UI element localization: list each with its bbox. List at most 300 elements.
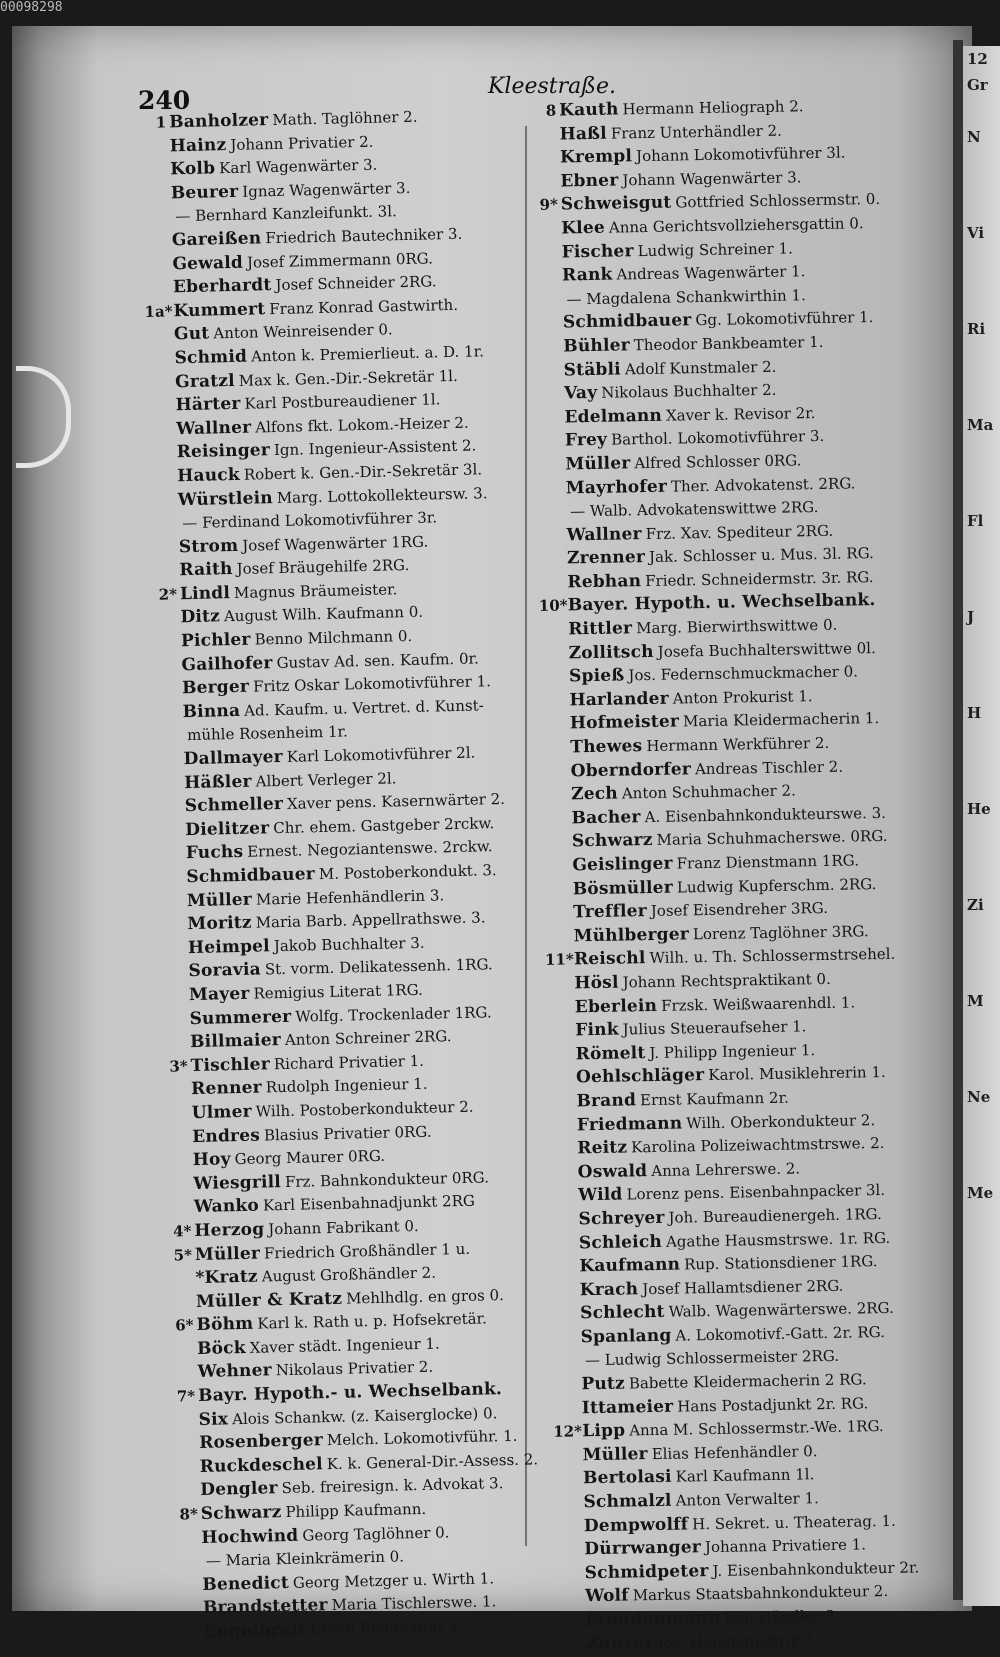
resident-details: Frz. Xav. Spediteur 2RG. [646,521,834,542]
resident-details: Elias Hefenhändler 0. [652,1442,818,1463]
house-number [148,481,174,482]
resident-details: Mehlhdlg. en gros 0. [346,1286,504,1308]
resident-name: Schreyer [578,1208,664,1229]
resident-details: Ign. Ingenieur-Assistent 2. [274,437,477,460]
house-number: 4* [165,1220,192,1244]
resident-name: Dengler [200,1479,278,1501]
resident-name: Hofmeister [570,712,680,734]
house-number: 6* [167,1314,194,1338]
next-page-fragment: Ri [963,316,1000,342]
house-number [174,1613,200,1614]
resident-name: Krach [580,1279,639,1300]
resident-details: Franz Unterhändler 2. [611,121,782,142]
resident-name: Billmaier [190,1030,281,1052]
resident-details: Ad. Kaufm. u. Vertret. d. Kunst- [244,696,484,719]
house-number: 11* [545,949,571,973]
resident-details: Johann Rechtspraktikant 0. [622,970,830,992]
resident-name: Klee [561,218,605,239]
resident-name: Wanko [194,1196,260,1217]
resident-name: Pichler [181,630,251,652]
resident-details: Walb. Wagenwärterswe. 2RG. [668,1299,894,1321]
resident-name: Schmid [174,347,247,369]
house-number [152,646,178,647]
next-page-fragment: Ne [963,1084,1000,1110]
resident-name: Schmalzl [583,1491,672,1513]
house-number [171,1495,197,1496]
resident-details: Jakob Buchhalter 3. [274,934,425,955]
resident-details: — Bernhard Kanzleifunkt. 3l. [175,203,397,226]
resident-details: Anton Prokurist 1. [673,687,813,707]
resident-details: Anton Weinreisender 0. [213,321,393,343]
resident-details: Karl Kaufmann 1l. [676,1466,815,1486]
resident-details: Gg. Lokomotivführer 1. [695,308,873,329]
house-number: 1a* [144,300,171,324]
resident-name: Dielitzer [185,818,269,840]
resident-name: Freudenmann [585,1608,720,1630]
house-number [170,1425,196,1426]
resident-name: Schleich [579,1231,662,1252]
resident-name: Benedict [202,1573,289,1595]
resident-details: Frz. Bahnkondukteur 0RG. [285,1168,489,1191]
house-number [147,434,173,435]
resident-details: Maria Barb. Appellrathswe. 3. [256,909,486,932]
resident-name: Krempl [560,146,632,167]
resident-details: H. Sekret. u. Theaterag. 1. [692,1511,896,1533]
resident-name: Mayrhofer [566,476,668,498]
resident-name: Hochwind [201,1525,298,1547]
resident-details: Remigius Literat 1RG. [253,981,423,1003]
house-number [144,293,170,294]
resident-details: Nikolaus Buchhalter 2. [601,381,777,402]
resident-details: Nikolaus Privatier 2. [276,1358,434,1380]
resident-details: Friedrich Großhändler 1 u. [264,1239,470,1262]
house-number [163,1142,189,1143]
resident-details: Karl Wagenwärter 3. [219,156,378,178]
house-number [164,1189,190,1190]
house-number: 1 [140,111,167,135]
resident-details: Josef Wagenwärter 1RG. [242,532,428,554]
house-number [173,1566,199,1567]
resident-name: Berger [182,677,249,699]
resident-name: Reischl [574,948,646,969]
resident-details: Anna Lehrerswe. 2. [651,1159,800,1180]
resident-details: Anna M. Schlossermstr.-We. 1RG. [629,1417,884,1439]
resident-name: Spanlang [580,1326,671,1348]
resident-details: Erwin Buchhalter 1. [310,1617,464,1638]
resident-name: Rank [562,265,613,286]
resident-name: Raith [179,559,233,580]
house-number [163,1118,189,1119]
resident-details: Maria Tischlerswe. 1. [331,1593,496,1615]
resident-details: Agathe Hausmstrswe. 1r. RG. [666,1228,891,1250]
resident-name: Schwarz [572,830,653,851]
resident-name: Spieß [569,666,625,687]
resident-name: Gewald [172,252,243,274]
resident-name: Schwarz [201,1502,282,1524]
resident-details: Karl Eisenbahnadjunkt 2RG [263,1192,475,1215]
resident-details: Georg Metzger u. Wirth 1. [293,1569,494,1592]
resident-name: Fischer [561,241,633,262]
house-number [160,977,186,978]
resident-details: Rudolph Ingenieur 1. [266,1075,428,1097]
resident-details: K. k. General-Dir.-Assess. 2. [327,1450,539,1473]
resident-details: Josef Bräugehilfe 2RG. [236,556,409,578]
resident-details: Franz Konrad Gastwirth. [269,296,458,318]
resident-details: August Wilh. Kaufmann 0. [224,603,423,626]
house-number [167,1283,193,1284]
resident-name: *Kratz [195,1267,258,1288]
resident-details: Max k. Gen.-Dir.-Sekretär 1l. [239,366,458,389]
resident-details: Adolf Kunstmaler 2. [625,357,777,378]
resident-name: Rosenberger [199,1430,323,1453]
resident-name: Putz [581,1374,625,1395]
resident-details: St. vorm. Delikatessenh. 1RG. [265,956,493,979]
resident-name: Müller [187,889,253,910]
resident-details: Blasius Privatier 0RG. [264,1122,432,1144]
house-number [144,269,170,270]
house-number [149,528,175,529]
resident-details: Josef Hallamtsdiener 2RG. [642,1276,844,1298]
resident-details: Xaver k. Revisor 2r. [666,404,816,425]
resident-name: Herzog [194,1219,264,1241]
next-page-fragment: Me [963,1180,1000,1206]
house-number: 10* [539,595,565,619]
resident-name: Strom [179,536,239,557]
house-number [157,859,183,860]
resident-details: Markus Staatsbahnkondukteur 2. [633,1582,889,1604]
next-page-fragment: Ma [963,412,1000,438]
house-number [161,1047,187,1048]
house-number: 7* [169,1385,196,1409]
resident-details: Ludwig Kupferschm. 2RG. [677,875,877,896]
house-number [161,1024,187,1025]
house-number [165,1212,191,1213]
resident-details: Anton Verwalter 1. [675,1489,819,1509]
resident-details: Wilh. u. Th. Schlossermstrsehel. [649,945,895,967]
resident-name: Tischler [190,1054,270,1076]
resident-name: Edelmann [564,405,662,427]
house-number [158,906,184,907]
resident-details: Johann Lokomotivführer 3l. [636,144,846,166]
resident-name: Soravia [188,960,261,982]
resident-name: Böck [197,1338,246,1359]
resident-name: Geislinger [572,854,673,876]
house-number [160,1000,186,1001]
resident-name: Gailhofer [181,653,272,675]
resident-name: Schmidbauer [186,864,315,887]
resident-name: Wallner [566,524,641,545]
resident-details: — Maria Kleinkrämerin 0. [206,1548,404,1570]
house-number: 3* [161,1055,188,1079]
resident-name: Zech [571,784,618,805]
house-number [162,1095,188,1096]
house-number [141,175,167,176]
resident-details: Franz Dienstmann 1RG. [677,851,860,872]
resident-details: Wilh. Oberkondukteur 2. [686,1111,875,1132]
resident-details: — Magdalena Schankwirthin 1. [566,286,806,308]
resident-details: Barthol. Lokomotivführer 3. [611,427,824,449]
house-number [172,1543,198,1544]
resident-name: Ittameier [582,1396,674,1418]
resident-name: Eberlein [575,995,658,1016]
resident-name: Bertolasi [583,1467,672,1489]
resident-name: Lipp [582,1421,625,1442]
resident-name: Ditz [180,607,220,628]
resident-details: Josefa Buchhalterswittwe 0l. [658,639,876,661]
house-number [156,835,182,836]
resident-name: Mayer [189,984,250,1005]
resident-name: Schmeller [185,794,284,816]
resident-details: Ignaz Wagenwärter 3. [242,179,410,201]
house-number [155,764,181,765]
resident-name: Eberhardt [173,275,272,297]
resident-name: Gratzl [175,370,235,391]
resident-name: Schmidbauer [563,311,692,333]
house-number [159,929,185,930]
resident-name: Oehlschläger [576,1065,705,1087]
next-page-fragment: N [963,124,1000,150]
resident-name: Heimpel [188,936,270,958]
resident-name: Friedmann [577,1113,683,1135]
resident-details: Karl k. Rath u. p. Hofsekretär. [257,1310,487,1333]
resident-name: Rittler [568,618,632,639]
resident-details: — Ludwig Schlossermeister 2RG. [585,1347,839,1369]
resident-details: Wolfg. Trockenlader 1RG. [295,1003,492,1025]
house-number [147,410,173,411]
resident-name: Endres [192,1125,260,1147]
house-number [142,198,168,199]
resident-name: Hauck [177,465,240,486]
resident-name: Bühler [563,335,630,356]
resident-name: Kaufmann [579,1255,680,1277]
resident-details: Karl Lokomotivführer 2l. [287,744,476,766]
resident-name: Oberndorfer [571,759,692,781]
resident-name: Stäbli [564,359,621,380]
resident-name: Kummert [173,299,265,321]
resident-details: Maria Schuhmacherswe. 0RG. [656,827,887,849]
resident-details: Wilh. Postoberkondukteur 2. [256,1098,474,1121]
resident-details: Seb. freiresign. k. Advokat 3. [282,1475,504,1498]
resident-name: Beurer [171,182,239,204]
house-number [151,576,177,577]
resident-details: Johann Fabrikant 0. [268,1217,419,1238]
resident-name: Summerer [189,1006,291,1028]
resident-name: Mühlberger [573,924,689,946]
house-number: 2* [151,583,178,607]
resident-name: Müller [565,453,630,474]
street-header: Kleestraße. [488,74,616,99]
resident-details: Melch. Lokomotivführ. 1. [327,1427,518,1449]
resident-details: Jak. Schlosser u. Mus. 3l. RG. [649,544,874,566]
house-number [174,1590,200,1591]
house-number [143,245,169,246]
resident-name: Haßl [559,123,607,144]
resident-details: Alfons fkt. Lokom.-Heizer 2. [255,413,469,436]
resident-details: Maria Kleidermacherin 1. [683,709,879,730]
resident-name: Kauth [559,99,619,120]
resident-details: Chr. ehem. Gastgeber 2rckw. [273,814,494,837]
house-number [146,387,172,388]
resident-details: Karolina Polizeiwachtmstrswe. 2. [631,1134,885,1156]
resident-name: Ruckdeschel [200,1454,324,1477]
resident-details: Robert k. Gen.-Dir.-Sekretär 3l. [244,460,483,483]
resident-name: Rebhan [567,571,641,592]
resident-name: Hoy [193,1149,231,1170]
house-number [170,1448,196,1449]
resident-name: Kolb [170,158,215,179]
resident-name: Wolf [585,1586,629,1607]
next-page-fragment: M [963,988,1000,1014]
resident-name: Hainz [170,135,227,156]
book-spine [953,40,963,1600]
resident-details: Alois Schankw. (z. Kaiserglocke) 0. [232,1404,498,1428]
resident-name: Müller [195,1243,261,1264]
resident-details: Georg Maurer 0RG. [234,1147,385,1168]
resident-details: — Ferdinand Lokomotivführer 3r. [182,508,437,532]
house-number: 12* [553,1421,579,1445]
resident-name: Reisinger [177,440,271,462]
resident-details: Josef Eisendreher 3RG. [651,899,828,920]
house-number: 9* [532,194,558,218]
resident-name: Ebner [560,170,618,191]
house-number [152,623,178,624]
resident-details: J. Philipp Ingenieur 1. [649,1041,815,1062]
house-number [164,1165,190,1166]
resident-details: Marg. Bierwirthswittwe 0. [636,616,837,638]
resident-details: Xaver pens. Kasernwärter 2. [287,790,505,813]
resident-details: Hermann Heliograph 2. [622,97,803,118]
resident-name: Treffler [573,901,647,922]
resident-details: Karl Postbureaudiener 1l. [244,390,440,412]
house-number [159,953,185,954]
resident-name: Vay [564,383,597,404]
resident-details: Hermann Werkführer 2. [646,734,829,755]
resident-details: Math. Taglöhner 2. [272,108,418,129]
house-number [156,811,182,812]
resident-name: Wallner [176,417,252,439]
resident-details: Gottfried Schlossermstr. 0. [675,190,880,212]
house-number [154,717,180,718]
house-number [153,694,179,695]
next-page-edge [963,46,1000,1606]
resident-name: Wild [578,1185,623,1206]
resident-details: Xaver städt. Ingenieur 1. [249,1334,439,1356]
next-page-fragment: Zi [963,892,1000,918]
resident-details: A. Eisenbahnkondukteurswe. 3. [644,804,886,826]
resident-details: J. Eisenbahnkondukteur 2r. [712,1558,919,1580]
house-number [157,882,183,883]
resident-details: A. Lokomotivf.-Gatt. 2r. RG. [675,1323,885,1345]
resident-details: Benno Milchmann 0. [254,627,412,649]
resident-details: Georg Taglöhner 0. [302,1523,449,1544]
resident-name: Wiesgrill [193,1172,281,1194]
resident-details: Alfred Schlosser 0RG. [634,451,801,472]
resident-name: Brandstetter [203,1596,328,1619]
resident-details: Frzsk. Weißwaarenhdl. 1. [661,993,855,1014]
house-number: 8 [530,100,556,124]
house-number [146,363,172,364]
resident-details: Anton k. Premierlieut. a. D. 1r. [251,342,484,365]
next-page-fragment: Fl [963,508,1000,534]
resident-details: Johanna Privatiere 1. [705,1536,866,1557]
resident-name: Binna [182,701,240,722]
resident-details: Gustav Ad. sen. Kaufm. 0r. [276,649,479,672]
resident-name: Bacher [571,807,640,828]
house-number: 5* [166,1244,193,1268]
resident-details: Marie Hefenhändlerin 3. [256,886,445,908]
resident-details: Hans Postadjunkt 2r. RG. [677,1394,868,1415]
resident-details: Marg. Lottokollekteursw. 3. [277,484,488,507]
resident-details: Magnus Bräumeister. [234,580,398,602]
house-number [150,552,176,553]
resident-details: Ludwig Schreiner 1. [637,239,792,260]
resident-details: Anton Schuhmacher 2. [622,782,796,803]
resident-details: Josef Schneider 2RG. [275,272,436,294]
house-number [167,1307,193,1308]
resident-name: Wehner [197,1361,272,1383]
resident-details: Fritz Oskar Lokomotivführer 1. [253,672,491,695]
resident-details: Philipp Kaufmann. [285,1500,426,1521]
resident-name: Müller & Kratz [196,1288,343,1311]
house-number [145,340,171,341]
left-column [140,103,565,1645]
resident-name: Schmidpeter [585,1561,709,1583]
resident-details: Albert Verleger 2l. [255,769,396,790]
resident-details: Julius Steueraufseher 1. [623,1017,807,1038]
resident-name: Gut [174,324,210,345]
resident-details: Ernest. Negoziantenswe. 2rckw. [247,838,493,862]
resident-name: Dallmayer [183,747,283,769]
house-number [171,1472,197,1473]
house-number [168,1354,194,1355]
resident-name: Bayr. Hypoth.- u. Wechselbank. [198,1379,502,1406]
resident-name: Hösl [574,973,619,994]
house-number [141,151,167,152]
resident-name: Fink [575,1020,619,1041]
resident-details: Theodor Bankbeamter 1. [634,333,824,354]
house-number [175,1637,201,1638]
house-number [154,741,180,742]
resident-name: Würstlein [178,488,273,510]
resident-details: Joh. Händler 3. [724,1607,840,1627]
next-page-fragment: H [963,700,1000,726]
resident-name: Römelt [575,1043,645,1064]
right-column [530,93,947,1657]
resident-name: Schlecht [580,1302,665,1323]
house-number [169,1378,195,1379]
next-page-fragment: He [963,796,1000,822]
resident-details: Jos. Hemdenfabrik 3. [658,1631,819,1652]
resident-details: Friedrich Bautechniker 3. [265,225,462,247]
resident-name: Brand [576,1090,636,1111]
next-page-fragment: Vi [963,220,1000,246]
resident-details: Jos. Federnschmuckmacher 0. [628,663,858,685]
house-number [153,670,179,671]
resident-name: Böhm [196,1314,253,1335]
resident-details: August Großhändler 2. [262,1264,437,1286]
resident-name: Ulmer [191,1102,251,1123]
resident-name: Frey [565,430,608,451]
page-number: 240 [138,86,190,115]
resident-details: Joh. Bureaudienergeh. 1RG. [668,1205,882,1227]
resident-name: Häßler [184,771,252,793]
resident-name: Dempwolff [584,1514,689,1536]
resident-name: Zunzer [586,1633,654,1654]
resident-details: Johann Privatier 2. [230,132,374,153]
house-number [143,222,169,223]
resident-name: Lindl [180,583,231,604]
house-number [149,505,175,506]
